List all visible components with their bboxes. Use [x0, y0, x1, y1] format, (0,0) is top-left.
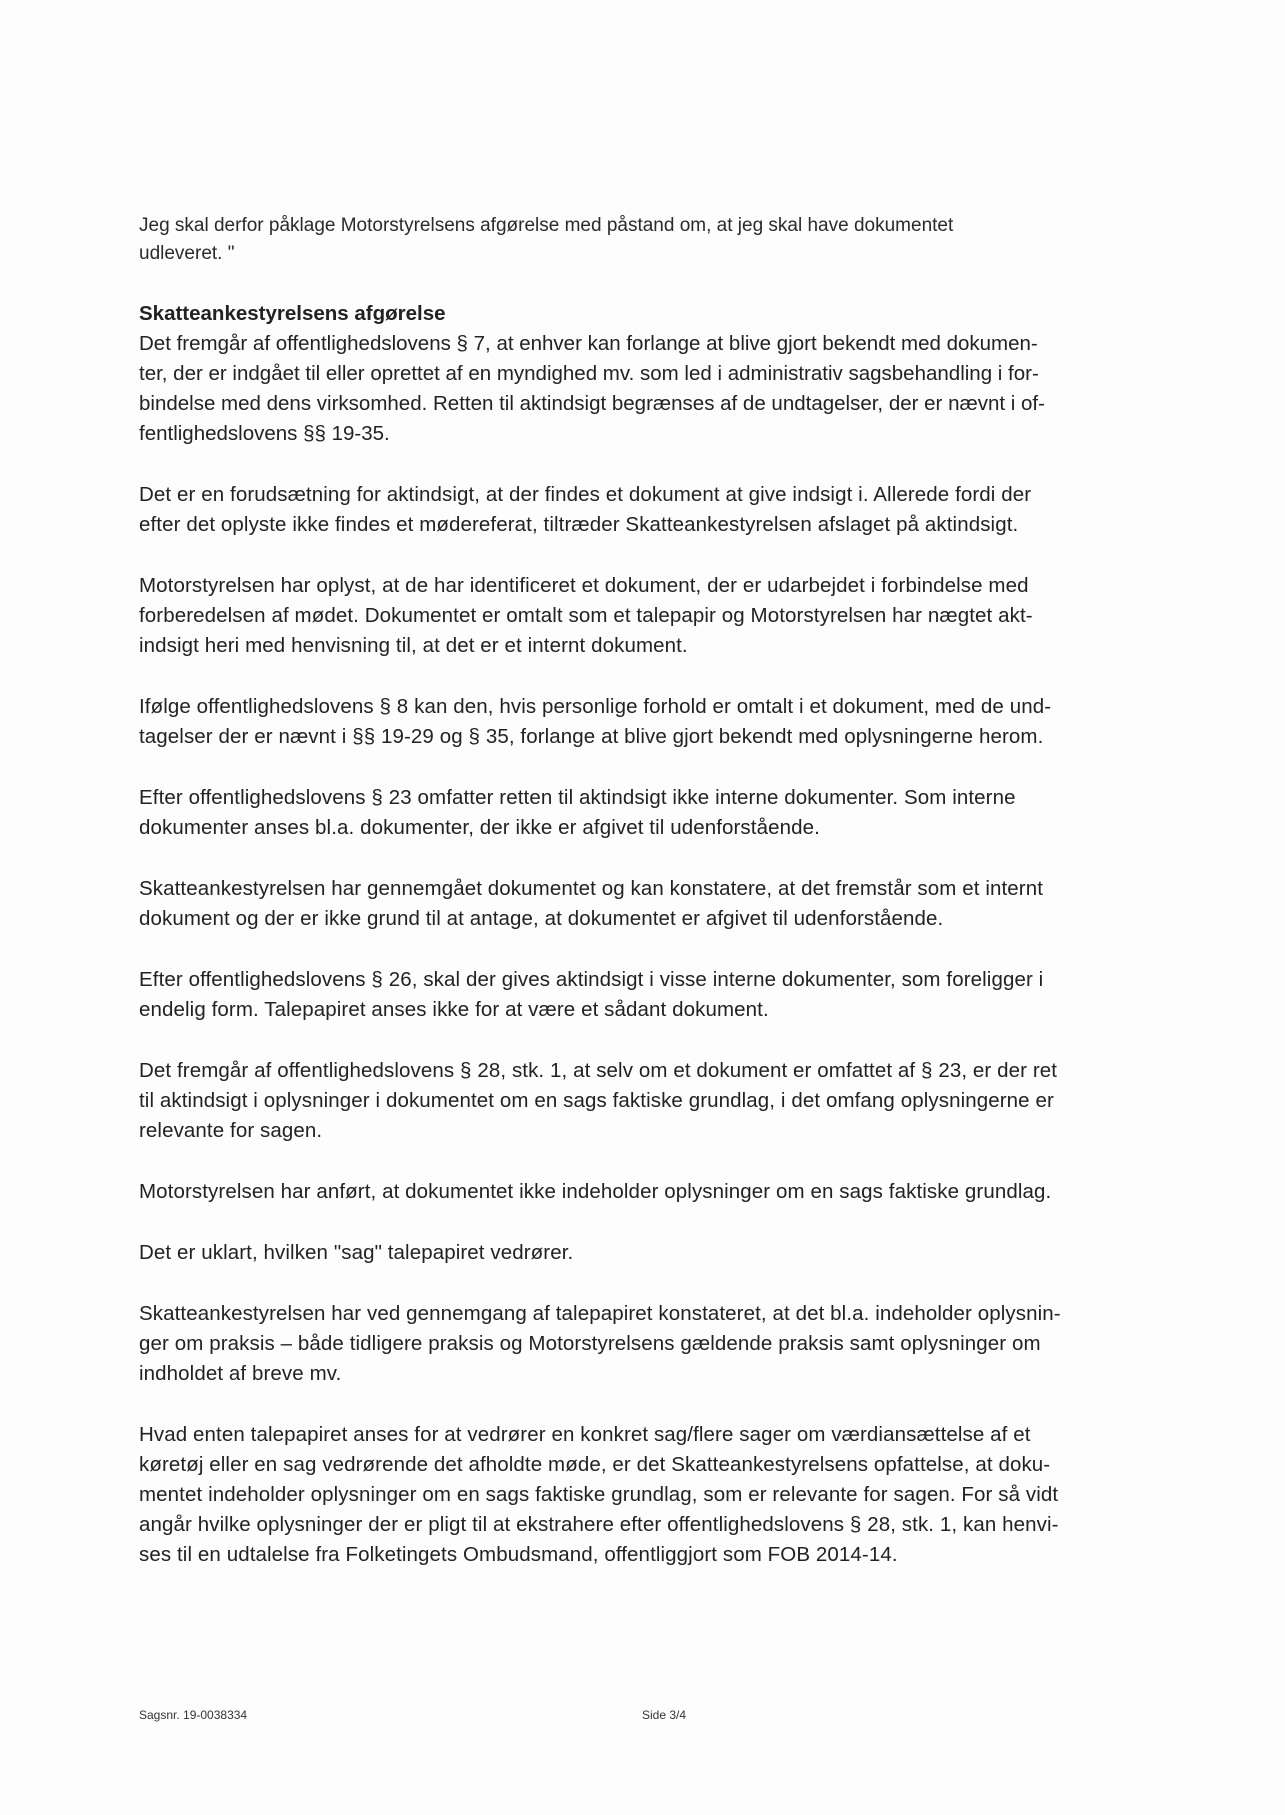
page-number: Side 3/4 [642, 1708, 687, 1722]
body-paragraph: Det fremgår af offentlighedslovens § 28, stk. 1, at selv om et dokument er omfattet af § 23, er der ret til aktindsigt i oplysninger i dokumentet om en sags faktiske grundlag, i det omfang oplysningerne er relevante for sagen. [139, 1059, 1058, 1142]
page-footer [139, 1708, 739, 1728]
body-paragraph: Ifølge offentlighedslovens § 8 kan den, hvis personlige forhold er omtalt i et dokument, med de und- tagelser der er nævnt i §§ 19-29 og § 35, forlange at blive gjort bekendt med oplysningerne herom. [139, 695, 1052, 748]
body-paragraph: Efter offentlighedslovens § 23 omfatter retten til aktindsigt ikke interne dokumenter. Som interne dokumenter anses bl.a. dokumenter, der ikke er afgivet til udenforstående. [139, 786, 1016, 839]
body-paragraph: Det er uklart, hvilken "sag" talepapiret vedrører. [139, 1241, 574, 1264]
body-paragraph: Efter offentlighedslovens § 26, skal der gives aktindsigt i visse interne dokumenter, som foreligger i endelig form. Talepapiret anses ikke for at være et sådant dokument. [139, 968, 1044, 1021]
case-number: Sagsnr. 19-0038334 [139, 1708, 248, 1722]
intro-paragraph: Jeg skal derfor påklage Motorstyrelsens afgørelse med påstand om, at jeg skal have dokumentet udleveret. " [139, 215, 954, 264]
body-paragraph: Skatteankestyrelsen har gennemgået dokumentet og kan konstatere, at det fremstår som et internt dokument og der er ikke grund til at antage, at dokumentet er afgivet til udenforstående. [139, 877, 1044, 930]
document-body [139, 212, 1159, 1601]
section-first-paragraph: Det fremgår af offentlighedslovens § 7, at enhver kan forlange at blive gjort bekendt med dokumen- ter, der er indgået til eller oprettet af en myndighed mv. som led i administrativ sagsbehandling i for- bindelse med dens virksomhed. Retten til aktindsigt begrænses af de undtagelser, der er nævnt i of- fentlighedslovens §§ 19-35. [139, 332, 1045, 445]
body-paragraph: Motorstyrelsen har oplyst, at de har identificeret et dokument, der er udarbejdet i forbindelse med forberedelsen af mødet. Dokumentet er omtalt som et talepapir og Motorstyrelsen har nægtet akt- indsigt heri med henvisning til, at det er et internt dokument. [139, 574, 1033, 657]
body-paragraph: Hvad enten talepapiret anses for at vedrører en konkret sag/flere sager om værdiansættelse af et køretøj eller en sag vedrørende det afholdte møde, er det Skatteankestyrelsens opfattelse, at doku- mentet indeholder oplysninger om en sags faktiske grundlag, som er relevante for sagen. For så vidt angår hvilke oplysninger der er pligt til at ekstrahere efter offentlighedslovens § 28, stk. 1, kan henvi- ses til en udtalelse fra Folketingets Ombudsmand, offentliggjort som FOB 2014-14. [139, 1423, 1059, 1566]
body-paragraph: Motorstyrelsen har anført, at dokumentet ikke indeholder oplysninger om en sags faktiske grundlag. [139, 1180, 1052, 1203]
section-heading: Skatteankestyrelsens afgørelse [139, 302, 446, 325]
body-paragraph: Skatteankestyrelsen har ved gennemgang af talepapiret konstateret, at det bl.a. indeholder oplysnin- ger om praksis – både tidligere praksis og Motorstyrelsens gældende praksis samt oplysninger om indholdet af breve mv. [139, 1302, 1061, 1385]
body-paragraph: Det er en forudsætning for aktindsigt, at der findes et dokument at give indsigt i. Allerede fordi der efter det oplyste ikke findes et mødereferat, tiltræder Skatteankestyrelsen afslaget på aktindsigt. [139, 483, 1032, 536]
